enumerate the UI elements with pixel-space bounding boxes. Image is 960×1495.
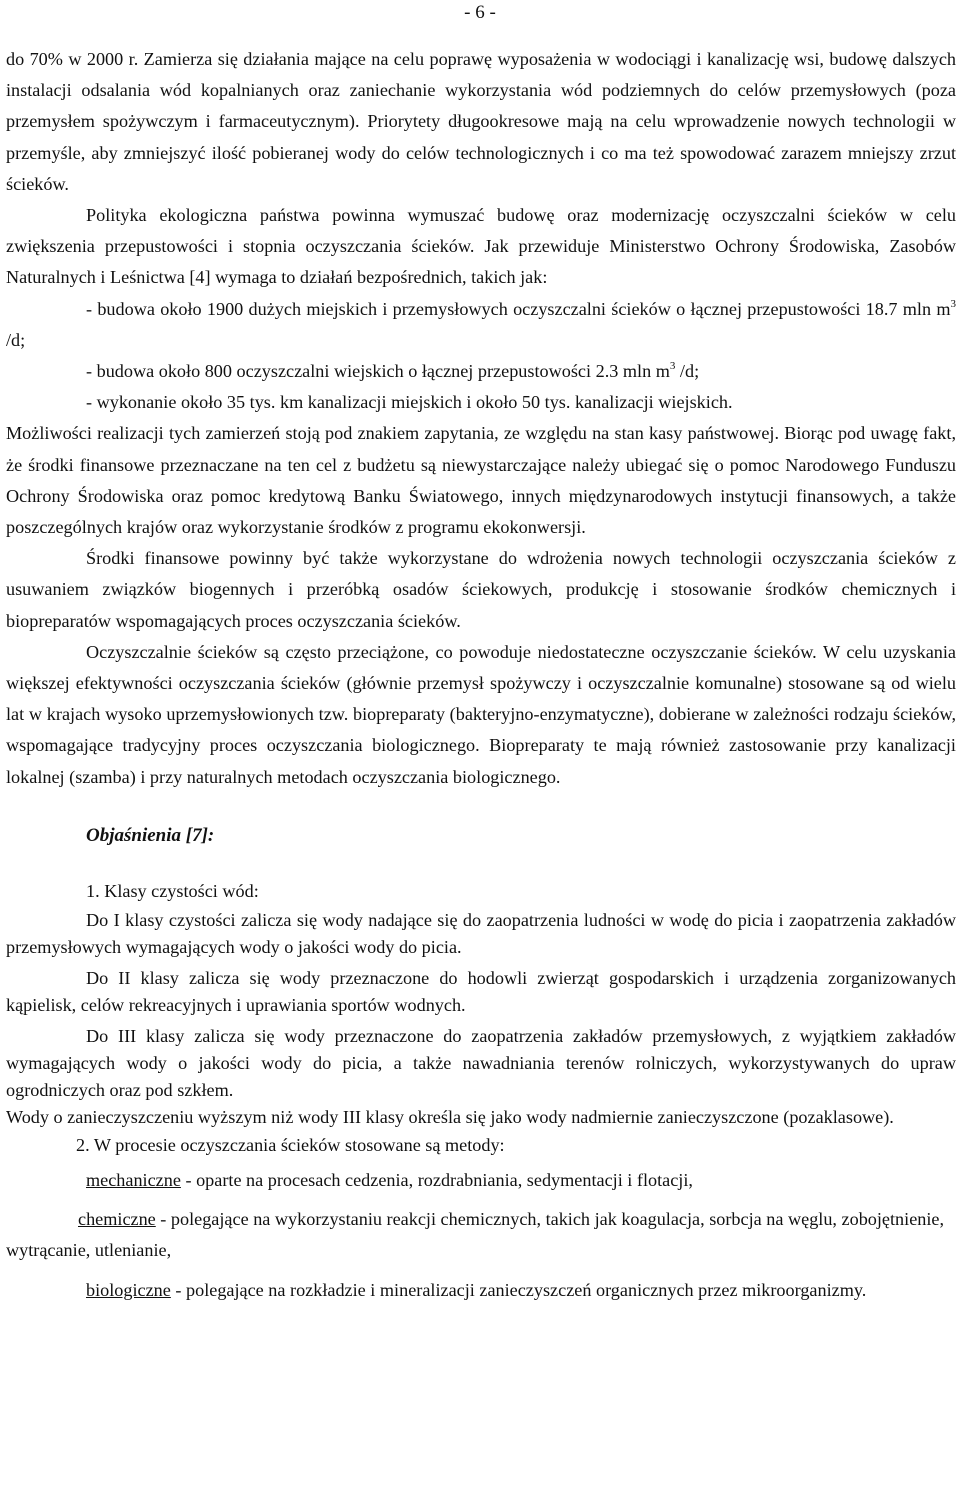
method-description: - polegające na rozkładzie i mineralizacji zanieczyszczeń organicznych przez mikroorganizmy. <box>170 1279 867 1300</box>
method-mechanical <box>6 1165 956 1196</box>
paragraph-intro: do 70% w 2000 r. Zamierza się działania mające na celu poprawę wyposażenia w wodociągi i kanalizację wsi, budowę dalszych instalacji odsalania wód kopalnianych oraz zaniechanie wykorzystania wód podziemnych do celów przemysłowych (poza przemysłem spożywczym i farmaceutycznym). Priorytety długookresowe mają na celu wprowadzenie nowych technologii w przemyśle, aby zmniejszyć ilość pobieranej wody do celów technologicznych i co ma też spowodować zarazem mniejszy zrzut ścieków. <box>6 49 956 194</box>
superscript: 3 <box>669 360 676 373</box>
paragraph-class-1: Do I klasy czystości zalicza się wody nadające się do zaopatrzenia ludności w wodę do picia i zaopatrzenia zakładów przemysłowych wymagających wody o jakości wody do picia. <box>6 910 956 958</box>
paragraph-out-of-class: Wody o zanieczyszczeniu wyższym niż wody III klasy określa się jako wody nadmiernie zanieczyszczone (pozaklasowe). <box>6 1107 894 1128</box>
method-description: - oparte na procesach cedzenia, rozdrabniania, sedymentacji i flotacji, <box>180 1170 693 1191</box>
superscript: 3 <box>950 297 956 310</box>
list-item-sewers: - wykonanie około 35 tys. km kanalizacji miejskich i około 50 tys. kanalizacji wiejskich. <box>86 392 733 413</box>
paragraph-policy: Polityka ekologiczna państwa powinna wymuszać budowę oraz modernizację oczyszczalni ścieków w celu zwiększenia przepustowości i stopnia oczyszczania ścieków. Jak przewiduje Ministerstwo Ochrony Środowiska, Zasobów Naturalnych i Leśnictwa [4] wymaga to działań bezpośrednich, takich jak: <box>6 205 956 288</box>
method-term: mechaniczne <box>86 1170 181 1191</box>
paragraph-class-2: Do II klasy zalicza się wody przeznaczone do hodowli zwierząt gospodarskich i urządzenia zorganizowanych kąpielisk, celów rekreacyjnych i uprawiania sportów wodnych. <box>6 968 956 1016</box>
paragraph-class-3: Do III klasy zalicza się wody przeznaczone do zaopatrzenia zakładów przemysłowych, z wyjątkiem zakładów wymagających wody o jakości wody do picia, a także nawadniania terenów rolniczych, wykorzystywanych do upraw ogrodniczych oraz pod szkłem. <box>6 1026 956 1101</box>
method-biological <box>6 1275 956 1306</box>
page-number: - 6 - <box>464 2 496 23</box>
list-item-unit: /d; <box>6 329 26 350</box>
method-description: - polegające na wykorzystaniu reakcji chemicznych, takich jak koagulacja, sorbcja na węglu, zobojętnienie, wytrącanie, utlenianie, <box>6 1209 945 1261</box>
paragraph-technologies: Środki finansowe powinny być także wykorzystane do wdrożenia nowych technologii oczyszczania ścieków z usuwaniem związków biogennych i przeróbką osadów ściekowych, produkcję i stosowanie środków chemicznych i biopreparatów wspomagających proces oczyszczania ścieków. <box>6 548 956 631</box>
subsection-title-water-classes: 1. Klasy czystości wód: <box>86 881 259 902</box>
list-item-large-plants <box>6 294 956 356</box>
list-item-text: - budowa około 1900 dużych miejskich i przemysłowych oczyszczalni ścieków o łącznej przepustowości 18.7 mln m <box>86 298 951 319</box>
document-body <box>6 44 956 1306</box>
paragraph-biopreparations: Oczyszczalnie ścieków są często przeciążone, co powoduje niedostateczne oczyszczanie ścieków. W celu uzyskania większej efektywności oczyszczania ścieków (głównie przemysł spożywczy i oczyszczalnie komunalne) stosowane są od wielu lat w krajach wysoko uprzemysłowionych tzw. biopreparaty (bakteryjno-enzymatyczne), dobierane w zależności rodzaju ścieków, wspomagające tradycyjny proces oczyszczania biologicznego. Biopreparaty te mają również zastosowanie przy kanalizacji lokalnej (szamba) i przy naturalnych metodach oczyszczania biologicznego. <box>6 641 956 787</box>
method-chemical <box>6 1204 956 1266</box>
list-item-text: - budowa około 800 oczyszczalni wiejskich o łącznej przepustowości 2.3 mln m <box>86 361 670 382</box>
list-item-unit: /d; <box>675 361 700 382</box>
list-item-village-plants <box>6 356 956 387</box>
paragraph-funding: Możliwości realizacji tych zamierzeń stoją pod znakiem zapytania, ze względu na stan kasy państwowej. Biorąc pod uwagę fakt, że środki finansowe przeznaczane na ten cel z budżetu są niewystarczające należy ubiegać się o pomoc Narodowego Funduszu Ochrony Środowiska oraz pomoc kredytową Banku Światowego, innych międzynarodowych instytucji finansowych, a także poszczególnych krajów oraz wykorzystanie środków z programu ekokonwersji. <box>6 423 956 538</box>
section-heading: Objaśnienia [7]: <box>86 824 215 846</box>
subsection-title-methods: 2. W procesie oczyszczania ścieków stosowane są metody: <box>76 1135 505 1156</box>
method-term: chemiczne <box>78 1209 156 1230</box>
method-term: biologiczne <box>86 1279 171 1300</box>
